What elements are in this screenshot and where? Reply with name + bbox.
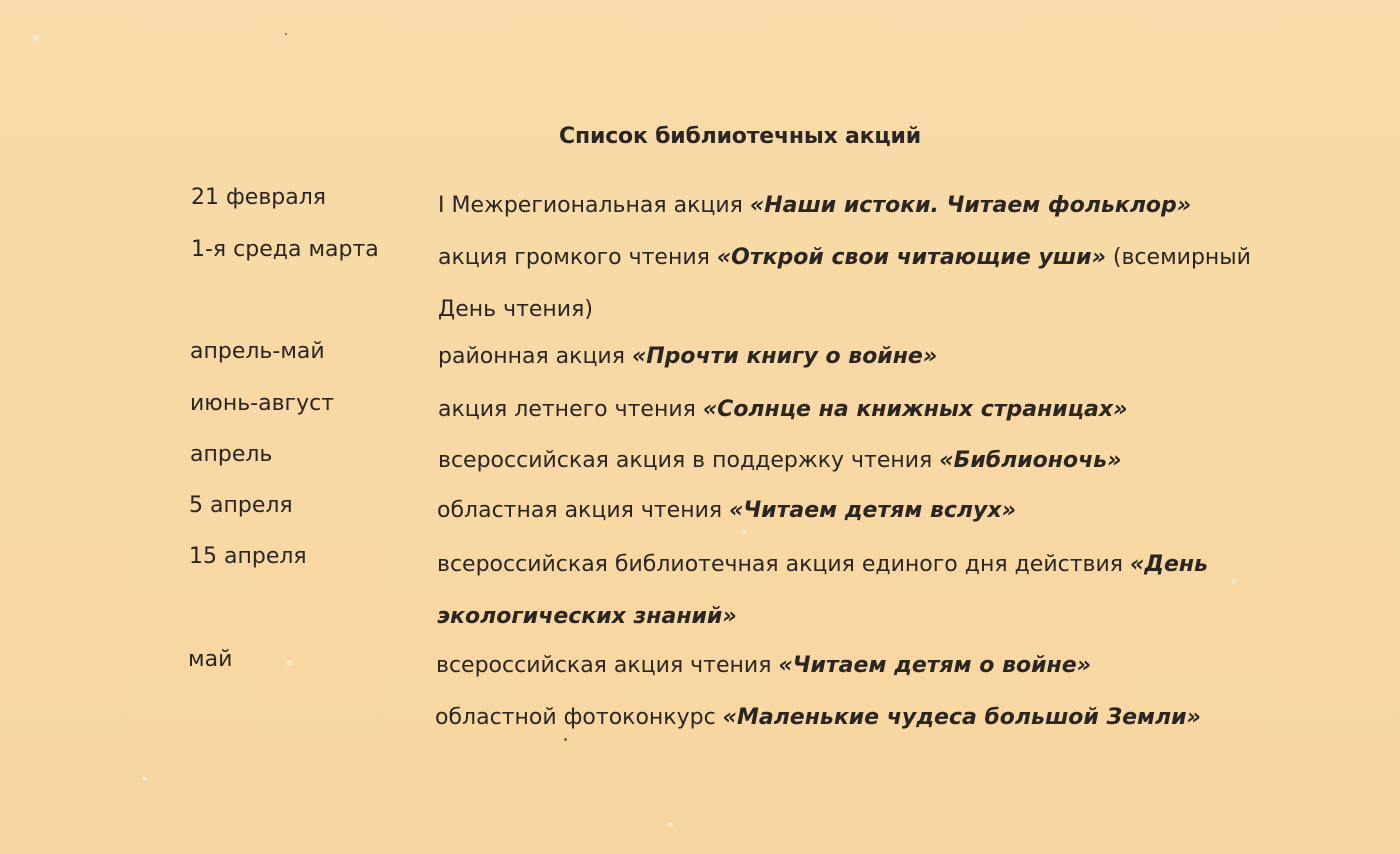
event-prefix: акция громкого чтения	[438, 245, 717, 270]
event-name: «Библионочь»	[939, 448, 1122, 473]
event-date: апрель	[190, 442, 273, 467]
paper-speck	[33, 34, 40, 41]
event-description	[437, 539, 1247, 643]
event-name: «День экологических знаний»	[437, 552, 1208, 629]
event-description	[436, 640, 1276, 692]
paper-speck	[564, 738, 567, 741]
event-description	[438, 180, 1278, 232]
event-name: «Прочти книгу о войне»	[631, 344, 938, 369]
event-description	[438, 232, 1278, 336]
event-description	[438, 384, 1278, 436]
event-suffix: (всемирный День чтения)	[438, 245, 1251, 322]
event-name: «Солнце на книжных страницах»	[702, 397, 1128, 422]
paper-speck	[668, 822, 673, 827]
event-description	[437, 485, 1277, 537]
event-date: 5 апреля	[189, 493, 293, 518]
event-date: 15 апреля	[189, 544, 307, 569]
paper-speck	[285, 33, 287, 35]
document-title: Список библиотечных акций	[559, 124, 921, 149]
event-description	[435, 692, 1275, 744]
event-prefix: всероссийская акция в поддержку чтения	[438, 448, 940, 473]
event-date: 21 февраля	[191, 185, 327, 210]
event-name: «Читаем детям о войне»	[778, 653, 1091, 678]
event-prefix: акция летнего чтения	[438, 397, 703, 422]
paper-speck	[142, 776, 147, 781]
event-prefix: всероссийская акция чтения	[436, 653, 779, 678]
event-name: «Открой свои читающие уши»	[716, 245, 1106, 270]
event-name: «Наши истоки. Читаем фольклор»	[749, 193, 1192, 218]
event-date: май	[188, 647, 233, 672]
event-prefix: районная акция	[438, 344, 632, 369]
event-prefix: I Межрегиональная акция	[438, 193, 750, 218]
event-prefix: областная акция чтения	[437, 498, 730, 523]
event-description	[438, 331, 1278, 383]
event-description	[438, 435, 1278, 487]
paper-speck	[742, 529, 747, 534]
event-name: «Маленькие чудеса большой Земли»	[722, 705, 1201, 730]
event-prefix: областной фотоконкурс	[435, 705, 723, 730]
paper-speck	[1231, 578, 1237, 584]
event-prefix: всероссийская библиотечная акция единого дня действия	[437, 552, 1131, 577]
paper-speck	[286, 660, 292, 666]
event-date: апрель-май	[190, 339, 325, 364]
event-date: июнь-август	[190, 391, 335, 416]
event-name: «Читаем детям вслух»	[729, 498, 1016, 523]
event-date: 1-я среда марта	[191, 237, 379, 262]
